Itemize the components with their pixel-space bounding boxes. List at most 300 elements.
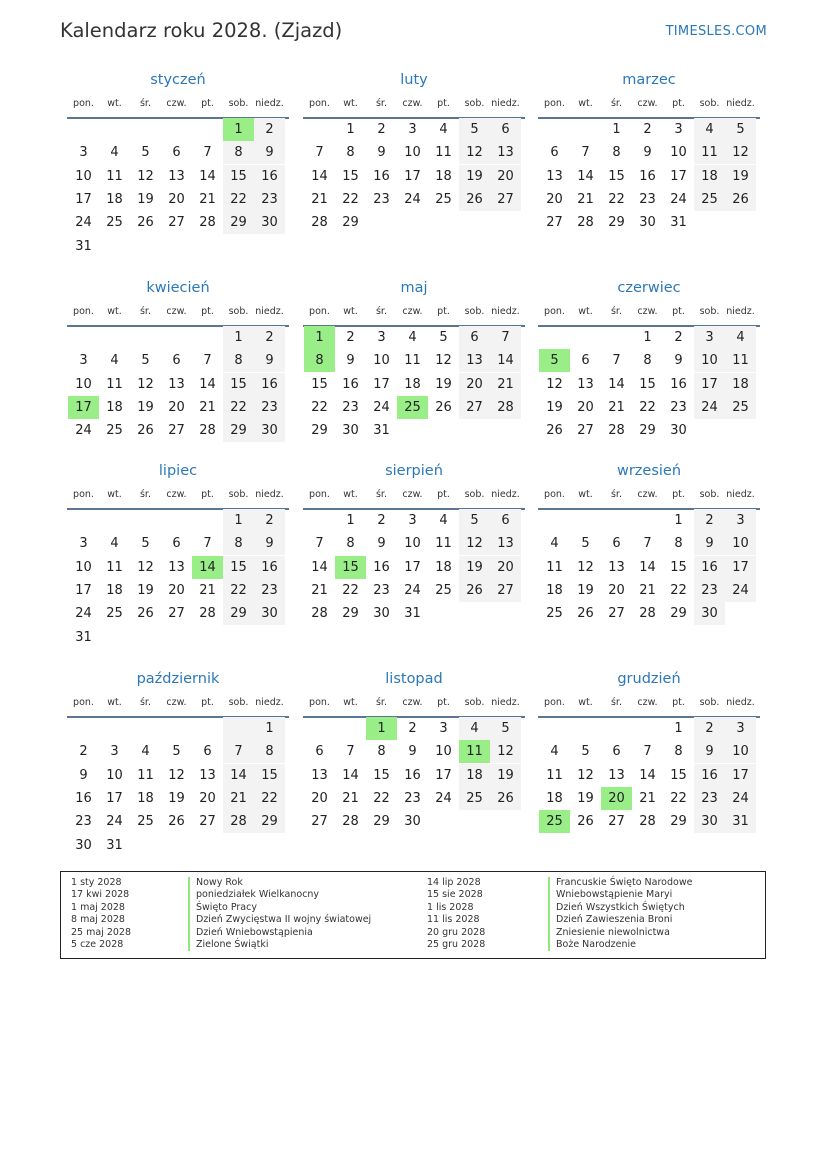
- day-cell: 29: [223, 602, 254, 625]
- day-cell: 8: [223, 349, 254, 372]
- day-cell: 17: [725, 556, 756, 579]
- day-cell: 16: [254, 165, 285, 188]
- day-cell: 8: [674, 536, 683, 552]
- day-cell: 31: [404, 606, 421, 622]
- day-cell: 18: [106, 191, 123, 207]
- day-cell: 8: [674, 744, 683, 760]
- weekday-header: śr.: [139, 489, 151, 500]
- day-cell: 3: [694, 326, 725, 349]
- day-cell: 21: [199, 582, 216, 598]
- day-cell: 24: [404, 582, 421, 598]
- day-cell: 15: [373, 767, 390, 783]
- day-cell: 20: [459, 373, 490, 396]
- day-cell: 7: [490, 326, 521, 349]
- day-cell: 2: [643, 122, 652, 137]
- month-name: luty: [400, 72, 428, 88]
- day-cell: 11: [404, 353, 421, 369]
- weekday-header: śr.: [610, 489, 622, 500]
- weekday-header: pon.: [309, 697, 330, 708]
- day-cell: 27: [546, 215, 563, 231]
- weekday-header: sob.: [699, 489, 720, 500]
- day-cell: 10: [670, 145, 687, 161]
- day-cell: 17: [404, 168, 421, 184]
- legend-holiday-date: 25 gru 2028: [427, 938, 486, 950]
- day-cell: 22: [608, 191, 625, 207]
- day-cell: 20: [199, 790, 216, 806]
- weekday-header: sob.: [699, 306, 720, 317]
- day-cell: 18: [404, 376, 421, 392]
- day-cell: 27: [490, 579, 521, 602]
- day-cell: 8: [346, 145, 355, 161]
- day-cell: 24: [75, 606, 92, 622]
- day-cell: 21: [639, 582, 656, 598]
- month-name: styczeń: [150, 72, 206, 88]
- day-cell: 5: [490, 717, 521, 740]
- day-cell: 30: [342, 423, 359, 439]
- day-cell: 2: [254, 326, 285, 349]
- day-cell: 18: [137, 790, 154, 806]
- day-cell: 2: [377, 122, 386, 137]
- day-cell: 15: [608, 168, 625, 184]
- day-cell: 18: [546, 790, 563, 806]
- day-cell: 15: [223, 165, 254, 188]
- weekday-header: czw.: [166, 306, 187, 317]
- weekday-header: pt.: [437, 489, 450, 500]
- day-cell: 30: [639, 215, 656, 231]
- weekday-header: wt.: [343, 306, 358, 317]
- day-cell: 6: [172, 536, 181, 552]
- day-cell: 13: [168, 559, 185, 575]
- day-cell: 2: [377, 513, 386, 528]
- day-cell: 11: [546, 559, 563, 575]
- day-cell: 26: [490, 787, 521, 810]
- weekday-header: sob.: [464, 98, 485, 109]
- weekday-header: niedz.: [255, 489, 284, 500]
- day-cell: 24: [373, 399, 390, 415]
- day-cell: 21: [311, 582, 328, 598]
- day-cell: 2: [254, 509, 285, 532]
- weekday-header: wt.: [107, 489, 122, 500]
- day-cell: 7: [223, 740, 254, 763]
- day-cell: 20: [311, 790, 328, 806]
- day-cell: 4: [110, 145, 119, 161]
- day-cell: 30: [75, 837, 92, 853]
- day-cell: 17: [725, 764, 756, 787]
- day-cell: 14: [311, 559, 328, 575]
- day-cell: 14: [199, 376, 216, 392]
- weekday-header: pon.: [73, 697, 94, 708]
- day-cell: 2: [346, 330, 355, 345]
- day-cell: 17: [75, 582, 92, 598]
- day-cell: 22: [342, 582, 359, 598]
- day-cell: 11: [694, 141, 725, 164]
- day-cell: 1: [674, 513, 683, 528]
- weekday-header: pon.: [544, 98, 565, 109]
- day-cell: 18: [106, 399, 123, 415]
- day-cell: 15: [670, 767, 687, 783]
- holiday-day: 1: [304, 326, 335, 349]
- day-cell: 12: [490, 740, 521, 763]
- legend-holiday-date: 8 maj 2028: [71, 914, 125, 926]
- day-cell: 30: [694, 810, 725, 833]
- day-cell: 13: [608, 767, 625, 783]
- day-cell: 3: [408, 513, 417, 528]
- weekday-header: wt.: [578, 697, 593, 708]
- day-cell: 28: [639, 814, 656, 830]
- day-cell: 30: [404, 814, 421, 830]
- weekday-header: wt.: [578, 489, 593, 500]
- legend-holiday-date: 1 sty 2028: [71, 877, 122, 888]
- weekday-header: wt.: [343, 697, 358, 708]
- day-cell: 15: [342, 168, 359, 184]
- day-cell: 10: [435, 744, 452, 760]
- day-cell: 9: [408, 744, 417, 760]
- day-cell: 14: [223, 764, 254, 787]
- day-cell: 31: [106, 837, 123, 853]
- day-cell: 1: [223, 509, 254, 532]
- day-cell: 22: [254, 787, 285, 810]
- day-cell: 24: [75, 215, 92, 231]
- legend-holiday-name: poniedziałek Wielkanocny: [188, 889, 371, 901]
- day-cell: 3: [79, 353, 88, 369]
- day-cell: 20: [168, 582, 185, 598]
- day-cell: 25: [106, 215, 123, 231]
- day-cell: 27: [168, 606, 185, 622]
- weekday-header: pon.: [73, 306, 94, 317]
- weekday-header: sob.: [228, 697, 249, 708]
- weekday-header: pt.: [672, 306, 685, 317]
- day-cell: 14: [608, 376, 625, 392]
- day-cell: 15: [639, 376, 656, 392]
- day-cell: 12: [577, 559, 594, 575]
- day-cell: 4: [439, 122, 448, 137]
- day-cell: 3: [408, 122, 417, 137]
- day-cell: 3: [79, 536, 88, 552]
- site-logo[interactable]: TIMESLES.COM: [665, 24, 767, 39]
- day-cell: 13: [168, 376, 185, 392]
- day-cell: 21: [311, 191, 328, 207]
- day-cell: 14: [311, 168, 328, 184]
- day-cell: 12: [459, 141, 490, 164]
- day-cell: 7: [612, 353, 621, 369]
- day-cell: 31: [75, 629, 92, 645]
- day-cell: 4: [141, 744, 150, 760]
- day-cell: 8: [254, 740, 285, 763]
- day-cell: 18: [694, 165, 725, 188]
- day-cell: 22: [223, 396, 254, 419]
- weekday-header: wt.: [343, 489, 358, 500]
- weekday-header: niedz.: [491, 306, 520, 317]
- day-cell: 17: [404, 559, 421, 575]
- day-cell: 29: [223, 211, 254, 234]
- day-cell: 10: [725, 740, 756, 763]
- holiday-day: 1: [366, 717, 397, 740]
- day-cell: 23: [254, 396, 285, 419]
- day-cell: 3: [674, 122, 683, 137]
- day-cell: 24: [670, 191, 687, 207]
- day-cell: 2: [408, 721, 417, 736]
- weekday-header: pt.: [201, 697, 214, 708]
- day-cell: 26: [137, 215, 154, 231]
- day-cell: 29: [223, 419, 254, 442]
- weekday-header: śr.: [375, 489, 387, 500]
- day-cell: 30: [670, 423, 687, 439]
- holiday-day: 1: [223, 118, 254, 141]
- weekday-header: pt.: [672, 489, 685, 500]
- day-cell: 23: [639, 191, 656, 207]
- day-cell: 12: [137, 168, 154, 184]
- day-cell: 27: [168, 215, 185, 231]
- weekday-header: czw.: [166, 489, 187, 500]
- weekday-header: czw.: [402, 489, 423, 500]
- day-cell: 22: [373, 790, 390, 806]
- weekday-header: pon.: [544, 306, 565, 317]
- day-cell: 27: [459, 396, 490, 419]
- weekday-header: czw.: [637, 98, 658, 109]
- weekday-header: pt.: [201, 98, 214, 109]
- day-cell: 14: [199, 168, 216, 184]
- day-cell: 26: [546, 423, 563, 439]
- legend-holiday-name: Dzień Wszystkich Świętych: [548, 902, 692, 914]
- day-cell: 14: [577, 168, 594, 184]
- weekday-header: sob.: [699, 697, 720, 708]
- day-cell: 6: [459, 326, 490, 349]
- day-cell: 17: [75, 191, 92, 207]
- day-cell: 24: [725, 579, 756, 602]
- day-cell: 29: [342, 606, 359, 622]
- day-cell: 11: [435, 145, 452, 161]
- day-cell: 7: [643, 744, 652, 760]
- weekday-header: wt.: [578, 98, 593, 109]
- day-cell: 25: [546, 606, 563, 622]
- weekday-header: śr.: [375, 98, 387, 109]
- weekday-header: pt.: [201, 306, 214, 317]
- day-cell: 28: [639, 606, 656, 622]
- day-cell: 21: [639, 790, 656, 806]
- day-cell: 6: [581, 353, 590, 369]
- day-cell: 25: [694, 188, 725, 211]
- day-cell: 1: [612, 122, 621, 137]
- day-cell: 16: [342, 376, 359, 392]
- day-cell: 5: [439, 330, 448, 345]
- day-cell: 26: [577, 814, 594, 830]
- weekday-header: pon.: [544, 489, 565, 500]
- day-cell: 13: [490, 532, 521, 555]
- legend-holiday-name: Dzień Zwycięstwa II wojny światowej: [188, 914, 371, 926]
- day-cell: 20: [168, 191, 185, 207]
- legend-holiday-date: 15 sie 2028: [427, 889, 483, 901]
- legend-holiday-date: 20 gru 2028: [427, 926, 486, 938]
- day-cell: 1: [346, 122, 355, 137]
- day-cell: 7: [315, 536, 324, 552]
- day-cell: 22: [342, 191, 359, 207]
- day-cell: 20: [546, 191, 563, 207]
- legend-dates-right: [427, 877, 485, 951]
- day-cell: 17: [435, 767, 452, 783]
- day-cell: 12: [546, 376, 563, 392]
- weekday-header: niedz.: [255, 98, 284, 109]
- day-cell: 12: [459, 532, 490, 555]
- legend-names-right: [548, 877, 692, 951]
- day-cell: 27: [311, 814, 328, 830]
- day-cell: 18: [546, 582, 563, 598]
- weekday-header: śr.: [375, 306, 387, 317]
- weekday-header: niedz.: [255, 306, 284, 317]
- weekday-header: sob.: [464, 306, 485, 317]
- day-cell: 26: [459, 188, 490, 211]
- day-cell: 24: [404, 191, 421, 207]
- day-cell: 31: [75, 238, 92, 254]
- weekday-header: czw.: [402, 306, 423, 317]
- day-cell: 24: [75, 423, 92, 439]
- day-cell: 29: [670, 814, 687, 830]
- weekday-header: czw.: [637, 306, 658, 317]
- day-cell: 21: [577, 191, 594, 207]
- day-cell: 13: [608, 559, 625, 575]
- day-cell: 9: [643, 145, 652, 161]
- weekday-header: pon.: [73, 489, 94, 500]
- day-cell: 8: [377, 744, 386, 760]
- day-cell: 23: [342, 399, 359, 415]
- day-cell: 21: [223, 787, 254, 810]
- weekday-header: pt.: [437, 98, 450, 109]
- day-cell: 12: [725, 141, 756, 164]
- weekday-header: śr.: [139, 306, 151, 317]
- day-cell: 20: [608, 582, 625, 598]
- weekday-header: niedz.: [491, 98, 520, 109]
- day-cell: 21: [608, 399, 625, 415]
- day-cell: 21: [199, 399, 216, 415]
- day-cell: 16: [670, 376, 687, 392]
- day-cell: 10: [75, 559, 92, 575]
- day-cell: 25: [106, 606, 123, 622]
- day-cell: 6: [612, 744, 621, 760]
- weekday-header: niedz.: [491, 697, 520, 708]
- day-cell: 28: [311, 215, 328, 231]
- day-cell: 24: [694, 396, 725, 419]
- day-cell: 7: [203, 536, 212, 552]
- day-cell: 11: [546, 767, 563, 783]
- weekday-header: sob.: [464, 697, 485, 708]
- weekday-header: czw.: [637, 489, 658, 500]
- day-cell: 9: [254, 141, 285, 164]
- day-cell: 13: [546, 168, 563, 184]
- day-cell: 1: [674, 721, 683, 736]
- day-cell: 10: [75, 376, 92, 392]
- day-cell: 7: [581, 145, 590, 161]
- weekday-header: czw.: [166, 98, 187, 109]
- weekday-header: pon.: [544, 697, 565, 708]
- legend-holiday-date: 25 maj 2028: [71, 926, 132, 938]
- day-cell: 19: [577, 582, 594, 598]
- day-cell: 15: [254, 764, 285, 787]
- legend-holiday-date: 1 lis 2028: [427, 901, 474, 913]
- day-cell: 18: [725, 373, 756, 396]
- day-cell: 9: [694, 532, 725, 555]
- day-cell: 25: [137, 814, 154, 830]
- month-name: listopad: [385, 671, 443, 687]
- day-cell: 21: [490, 373, 521, 396]
- day-cell: 26: [137, 423, 154, 439]
- month-name: czerwiec: [617, 280, 681, 296]
- day-cell: 24: [435, 790, 452, 806]
- day-cell: 9: [79, 767, 88, 783]
- day-cell: 2: [694, 717, 725, 740]
- day-cell: 10: [404, 536, 421, 552]
- day-cell: 30: [373, 606, 390, 622]
- day-cell: 14: [490, 349, 521, 372]
- page-title: Kalendarz roku 2028. (Zjazd): [60, 19, 343, 42]
- day-cell: 23: [373, 191, 390, 207]
- day-cell: 22: [670, 582, 687, 598]
- day-cell: 17: [106, 790, 123, 806]
- day-cell: 7: [643, 536, 652, 552]
- day-cell: 29: [254, 810, 285, 833]
- day-cell: 5: [141, 145, 150, 161]
- day-cell: 21: [342, 790, 359, 806]
- day-cell: 18: [459, 764, 490, 787]
- day-cell: 28: [490, 396, 521, 419]
- day-cell: 12: [137, 376, 154, 392]
- day-cell: 6: [172, 145, 181, 161]
- day-cell: 20: [490, 556, 521, 579]
- day-cell: 16: [404, 767, 421, 783]
- day-cell: 3: [725, 509, 756, 532]
- weekday-header: wt.: [343, 98, 358, 109]
- weekday-header: sob.: [228, 489, 249, 500]
- weekday-header: sob.: [464, 489, 485, 500]
- holiday-day: 17: [68, 396, 99, 419]
- day-cell: 19: [168, 790, 185, 806]
- day-cell: 18: [106, 582, 123, 598]
- day-cell: 19: [459, 165, 490, 188]
- weekday-header: pon.: [73, 98, 94, 109]
- day-cell: 25: [435, 191, 452, 207]
- weekday-header: pon.: [309, 98, 330, 109]
- day-cell: 1: [223, 326, 254, 349]
- day-cell: 14: [342, 767, 359, 783]
- legend-holiday-date: 17 kwi 2028: [71, 889, 130, 901]
- day-cell: 20: [490, 165, 521, 188]
- day-cell: 2: [694, 509, 725, 532]
- weekday-header: wt.: [107, 306, 122, 317]
- weekday-header: śr.: [375, 697, 387, 708]
- day-cell: 16: [254, 556, 285, 579]
- day-cell: 2: [674, 330, 683, 345]
- day-cell: 4: [550, 536, 559, 552]
- day-cell: 5: [459, 118, 490, 141]
- day-cell: 22: [223, 579, 254, 602]
- day-cell: 28: [577, 215, 594, 231]
- day-cell: 8: [346, 536, 355, 552]
- day-cell: 8: [223, 532, 254, 555]
- day-cell: 30: [254, 419, 285, 442]
- holiday-day: 25: [539, 810, 570, 833]
- day-cell: 5: [141, 353, 150, 369]
- day-cell: 8: [223, 141, 254, 164]
- day-cell: 14: [639, 559, 656, 575]
- day-cell: 16: [694, 764, 725, 787]
- day-cell: 19: [137, 582, 154, 598]
- day-cell: 5: [172, 744, 181, 760]
- day-cell: 17: [670, 168, 687, 184]
- day-cell: 6: [315, 744, 324, 760]
- day-cell: 11: [106, 559, 123, 575]
- day-cell: 9: [254, 349, 285, 372]
- day-cell: 19: [137, 399, 154, 415]
- day-cell: 29: [342, 215, 359, 231]
- weekday-header: wt.: [107, 98, 122, 109]
